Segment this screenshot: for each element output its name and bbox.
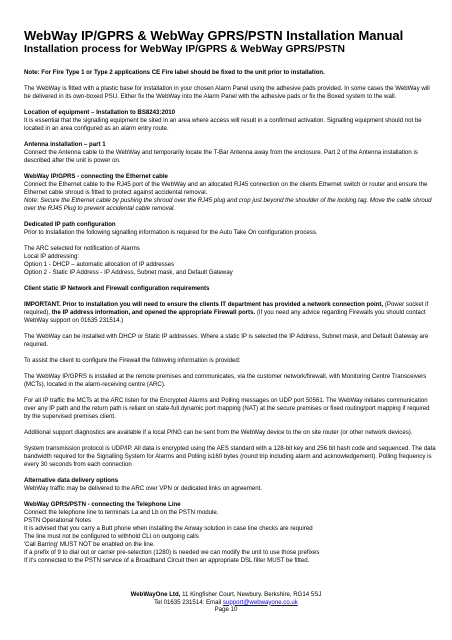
list-item: PSTN Operational Notes <box>24 517 92 524</box>
footer-address-line <box>0 591 452 599</box>
important-bold-2: the IP address information, and opened the appropriate Firewall ports. <box>51 309 256 316</box>
footer-contact-line <box>0 599 452 607</box>
dedicated-ip-text: Prior to Installation the following signalling information is required for the Auto Take On configuration process. <box>24 229 318 236</box>
list-item: If a prefix of 9 to dial out or carrier pre-selection (1280) is needed we can modify the unit to use those prefixes <box>24 549 320 556</box>
list-item: Option 2 - Static IP Address - IP Address, Subnet mask, and Default Gateway <box>24 269 233 276</box>
footer-tel: Tel 01635 231514: Email <box>154 598 223 606</box>
intro-paragraph: The WebWay is fitted with a plastic base for installation in your chosen Alarm Panel using the adhesive pads provided. In some cases the WebWay will be delivered in its own-boxed PSU. Either fix the WebWay into the Alarm Panel with the adhesive pads or fix the Boxed system to the wall. <box>24 85 430 100</box>
dhcp-paragraph: The WebWay can be installed with DHCP or Static IP addresses. Where a static IP is selected the IP Address, Subnet mask, and Default Gateway are required. <box>24 333 429 348</box>
page-footer <box>0 591 452 614</box>
page-subtitle: Installation process for WebWay IP/GPRS & WebWay GPRS/PSTN <box>24 44 345 55</box>
pstn-section <box>24 501 436 565</box>
list-item: It is advised that you carry a Butt phone when installing the Airway solution in case line checks are required <box>24 525 313 532</box>
list-item: The line must not be configured to withhold CLI on outgoing calls <box>24 533 199 540</box>
ethernet-note: Note: Secure the Ethernet cable by pushing the shroud over the RJ45 plug and crop just beyond the shoulder of the locking tag. Move the cable shroud over the RJ45 Plug to prevent accidental cable removal. <box>24 197 432 212</box>
list-item: 'Call Barring' MUST NOT be enabled on the line. <box>24 541 155 548</box>
ethernet-text: Connect the Ethernet cable to the RJ45 port of the WebWay and an allocated RJ45 connection on the clients Ethernet switch or router and ensure the Ethernet cable shroud is fitted to protect against accidental removal. <box>24 181 428 196</box>
list-item: Local IP addressing: <box>24 253 80 260</box>
important-normal: (Power socket if required), <box>24 301 429 316</box>
location-heading: Location of equipment – Installation to BS8243:2010 <box>24 109 176 116</box>
location-text: It is essential that the signalling equipment be sited in an area where access will result in a confirmed activation. Signalling equipment should not be located in an area configured as an alarm entry route. <box>24 117 422 132</box>
alternative-section <box>24 477 436 493</box>
client-static-heading: Client static IP Network and Firewall configuration requirements <box>24 285 210 292</box>
important-paragraph <box>24 301 436 325</box>
list-item: The ARC selected for notification of Alarms <box>24 245 140 252</box>
support-email-link[interactable]: support@webwayone.co.uk <box>222 598 298 606</box>
alternative-heading: Alternative data delivery options <box>24 477 119 484</box>
list-item: Option 1 - DHCP – automatic allocation of IP addresses <box>24 261 175 268</box>
footer-company: WebWayOne Ltd, <box>130 591 181 598</box>
ethernet-section <box>24 173 436 213</box>
assist-paragraph: To assist the client to configure the Firewall the following information is provided: <box>24 357 241 364</box>
pstn-heading: WebWay GPRS/PSTN - connecting the Telephone Line <box>24 501 181 508</box>
alternative-text: WebWay traffic may be delivered to the ARC over VPN or dedicated links on agreement. <box>24 485 262 492</box>
traffic-paragraph: For all IP traffic the MCTs at the ARC listen for the Encrypted Alarms and Polling messages on UDP port 50561. The WebWay initiates communication over any IP path and the return path is reliant on state-full dynamic port mapping (NAT) at the secure premises or fixed routing/port mapping if required by the supervised premises client. <box>24 397 430 420</box>
important-normal-2: (If you need any advice regarding Firewalls you should contact WebWay support on 01635 231514.) <box>24 309 426 324</box>
ethernet-heading: WebWay IP/GPRS - connecting the Ethernet cable <box>24 173 168 180</box>
antenna-heading: Antenna installation – part 1 <box>24 141 106 148</box>
dedicated-ip-section <box>24 221 436 237</box>
page-number: Page 10 <box>214 606 238 614</box>
antenna-section <box>24 141 436 165</box>
ce-fire-note: Note: For Fire Type 1 or Type 2 applications CE Fire label should be fixed to the unit prior to installation. <box>24 69 325 76</box>
page-title: WebWay IP/GPRS & WebWay GPRS/PSTN Installation Manual <box>24 28 404 43</box>
footer-address: 11 Kingfisher Court, Newbury, Berkshire, RG14 5SJ <box>180 591 322 598</box>
dedicated-ip-heading: Dedicated IP path configuration <box>24 221 116 228</box>
manual-page <box>24 28 436 573</box>
document-body <box>24 69 436 565</box>
ping-paragraph: Additional support diagnostics are available if a local PING can be sent from the WebWay device to the on site router (or other network devices). <box>24 429 413 436</box>
list-item: If it's connected to the PSTN service of a Broadband Circuit then an appropriate DSL filter MUST be fitted. <box>24 557 310 564</box>
list-item: Connect the telephone line to terminals La and Lb on the PSTN module. <box>24 509 219 516</box>
premises-paragraph: The WebWay IP/GPRS is installed at the remote premises and communicates, via the customer network/firewall, with Monitoring Centre Transceivers (MCTs), located in the alarm-receiving centre (ARC). <box>24 373 427 388</box>
arc-list <box>24 245 436 277</box>
important-bold: IMPORTANT. Prior to installation you will need to ensure the clients IT department has provided a network connection point, <box>24 301 384 308</box>
udp-paragraph: System transmission protocol is UDP/IP. All data is encrypted using the AES standard with a 128-bit key and 256 bit hash code and sequenced. The data bandwidth required for the Signalling System for Alarms and Polling is160 bytes (round trip including alarm and acknowledgement). Polling frequency is every 30 seconds from each connection <box>24 445 436 468</box>
location-section <box>24 109 436 133</box>
antenna-text: Connect the Antenna cable to the WebWay and temporarily locate the T-Bar Antenna away from the enclosure. Part 2 of the Antenna installation is described after the unit is power on. <box>24 149 418 164</box>
